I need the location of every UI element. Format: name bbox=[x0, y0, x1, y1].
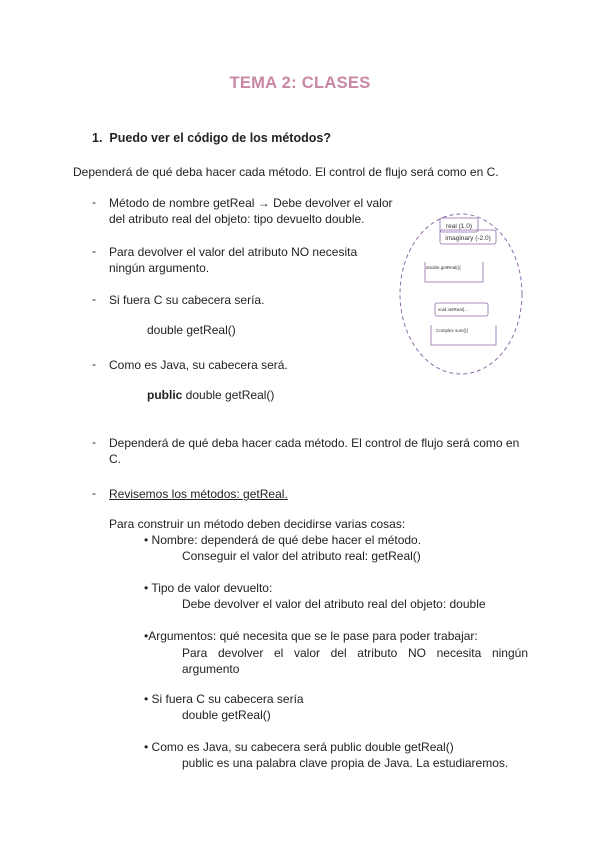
section-heading-text: Puedo ver el código de los métodos? bbox=[109, 131, 331, 145]
java-header-rest: double getReal() bbox=[182, 388, 275, 402]
explain-arguments-detail: Para devolver el valor del atributo NO necesita ningún argumento bbox=[182, 646, 528, 676]
bullet-line: del atributo real del objeto: tipo devuelto double. bbox=[109, 212, 365, 226]
dash-marker: - bbox=[92, 435, 96, 449]
bullet-line: ningún argumento. bbox=[109, 261, 210, 275]
section-number: 1. bbox=[92, 131, 103, 145]
dash-marker: - bbox=[92, 244, 96, 258]
method-setreal-label: void setReal(... bbox=[438, 307, 469, 312]
dash-marker: - bbox=[92, 292, 96, 306]
explain-c-header-detail: double getReal() bbox=[182, 708, 271, 722]
bullet-review-methods: Revisemos los métodos: getReal. bbox=[109, 487, 288, 501]
bullet-flow-control bbox=[109, 435, 519, 467]
object-diagram bbox=[398, 212, 528, 382]
bullet-arguments bbox=[109, 244, 357, 276]
bullet-line: Para devolver el valor del atributo NO necesita bbox=[109, 245, 358, 259]
imaginary-field-label: imaginary (-2.0) bbox=[445, 235, 491, 242]
explain-return-type: • Tipo de valor devuelto: bbox=[144, 581, 273, 595]
bullet-getreal bbox=[109, 195, 393, 227]
explain-c-header: • Si fuera C su cabecera sería bbox=[144, 692, 304, 706]
explain-return-type-detail: Debe devolver el valor del atributo real del objeto: double bbox=[182, 597, 486, 611]
c-header-code: double getReal() bbox=[147, 323, 236, 337]
bullet-java-header: Como es Java, su cabecera será. bbox=[109, 358, 288, 372]
bullet-line: Método de nombre getReal → Debe devolver el valor bbox=[109, 196, 393, 210]
intro-paragraph: Dependerá de qué deba hacer cada método. El control de flujo será como en C. bbox=[73, 165, 499, 179]
dash-marker: - bbox=[92, 195, 96, 209]
bullet-line: C. bbox=[109, 452, 121, 466]
explain-name-detail: Conseguir el valor del atributo real: getReal() bbox=[182, 549, 421, 563]
real-field-label: real (1.0) bbox=[445, 223, 473, 230]
page-title: TEMA 2: CLASES bbox=[229, 74, 371, 92]
dash-marker: - bbox=[92, 486, 96, 500]
explain-java-header: • Como es Java, su cabecera será public double getReal() bbox=[144, 740, 454, 754]
method-sum-label: Complex sum(){ bbox=[436, 328, 469, 333]
explain-arguments: •Argumentos: qué necesita que se le pase para poder trabajar: bbox=[144, 629, 478, 643]
bullet-line: Dependerá de qué deba hacer cada método. El control de flujo será como en bbox=[109, 436, 520, 450]
section-heading bbox=[92, 131, 331, 145]
java-header-code bbox=[147, 388, 274, 402]
explain-java-header-detail: public es una palabra clave propia de Java. La estudiaremos. bbox=[182, 756, 509, 770]
dash-marker: - bbox=[92, 357, 96, 371]
method-getreal-label: double getReal(){ bbox=[426, 265, 461, 270]
explain-name: • Nombre: dependerá de qué debe hacer el método. bbox=[144, 533, 422, 547]
explain-lead: Para construir un método deben decidirse varias cosas: bbox=[109, 517, 406, 531]
public-keyword: public bbox=[147, 388, 183, 402]
bullet-c-header: Si fuera C su cabecera sería. bbox=[109, 293, 265, 307]
